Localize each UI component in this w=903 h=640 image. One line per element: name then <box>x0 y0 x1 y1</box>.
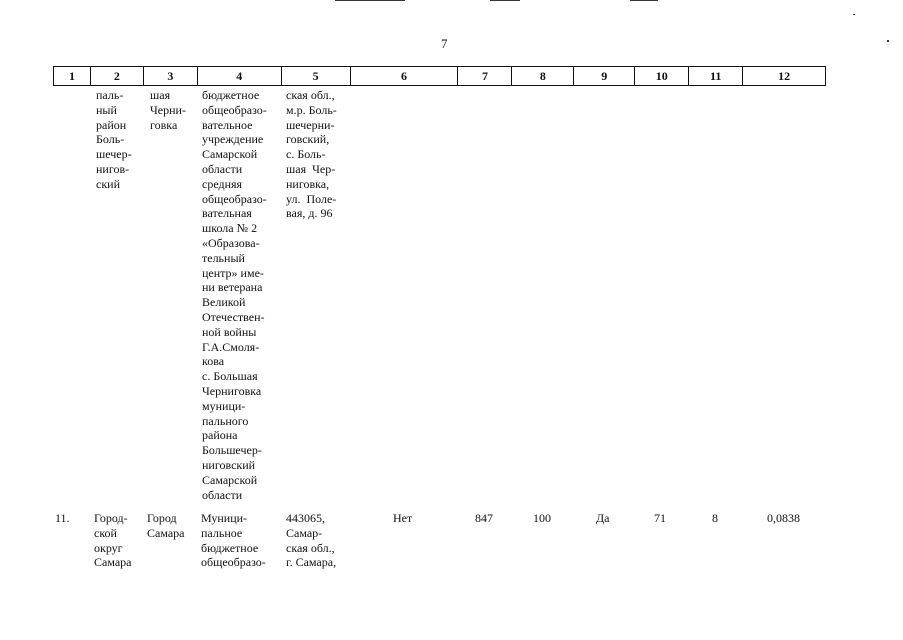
scan-artifact <box>335 0 405 1</box>
cell-district: паль- ный район Боль- шечер- нигов- ский <box>96 88 132 191</box>
header-col-8: 8 <box>512 67 574 85</box>
cell-col6: Нет <box>393 511 413 525</box>
header-col-10: 10 <box>635 67 689 85</box>
cell-address: ская обл., м.р. Боль- шечерни- говский, с. Боль- шая Чер- ниговка, ул. Поле- вая, д. 96 <box>286 88 337 221</box>
table-header-row <box>53 66 826 86</box>
cell-col10: 71 <box>654 511 666 525</box>
header-col-9: 9 <box>574 67 635 85</box>
header-col-11: 11 <box>689 67 743 85</box>
header-col-7: 7 <box>458 67 512 85</box>
header-col-5: 5 <box>282 67 351 85</box>
scan-artifact <box>887 40 889 42</box>
header-col-6: 6 <box>351 67 459 85</box>
cell-number: 11. <box>55 511 70 525</box>
cell-col8: 100 <box>533 511 551 525</box>
cell-address: 443065, Самар- ская обл., г. Самара, <box>286 511 337 570</box>
header-col-4: 4 <box>198 67 282 85</box>
header-col-1: 1 <box>54 67 91 85</box>
cell-locality: шая Черни- говка <box>150 88 186 132</box>
header-col-12: 12 <box>778 68 791 83</box>
scan-artifact <box>853 14 855 15</box>
cell-col9: Да <box>596 511 610 525</box>
header-col-3: 3 <box>144 67 198 85</box>
cell-col12: 0,0838 <box>767 511 800 525</box>
scan-artifact <box>490 0 520 1</box>
cell-institution: бюджетное общеобразо- вательное учреждение Самарской области средняя общеобразо- вательная школа № 2 «Образова- тельный центр» име- ни ветерана Великой Отечествен- ной войны Г.А.Смоля- кова с. Большая Черниговка муници- пального района Большечер- ниговский Самарской области <box>202 88 267 502</box>
cell-institution: Муници- пальное бюджетное общеобразо- <box>201 511 266 570</box>
cell-locality: Город Самара <box>147 511 185 540</box>
cell-col11: 8 <box>712 511 718 525</box>
cell-district: Город- ской округ Самара <box>94 511 132 570</box>
header-col-2: 2 <box>91 67 144 85</box>
page-number: 7 <box>441 36 448 51</box>
scan-artifact <box>630 0 658 1</box>
cell-col7: 847 <box>475 511 493 525</box>
